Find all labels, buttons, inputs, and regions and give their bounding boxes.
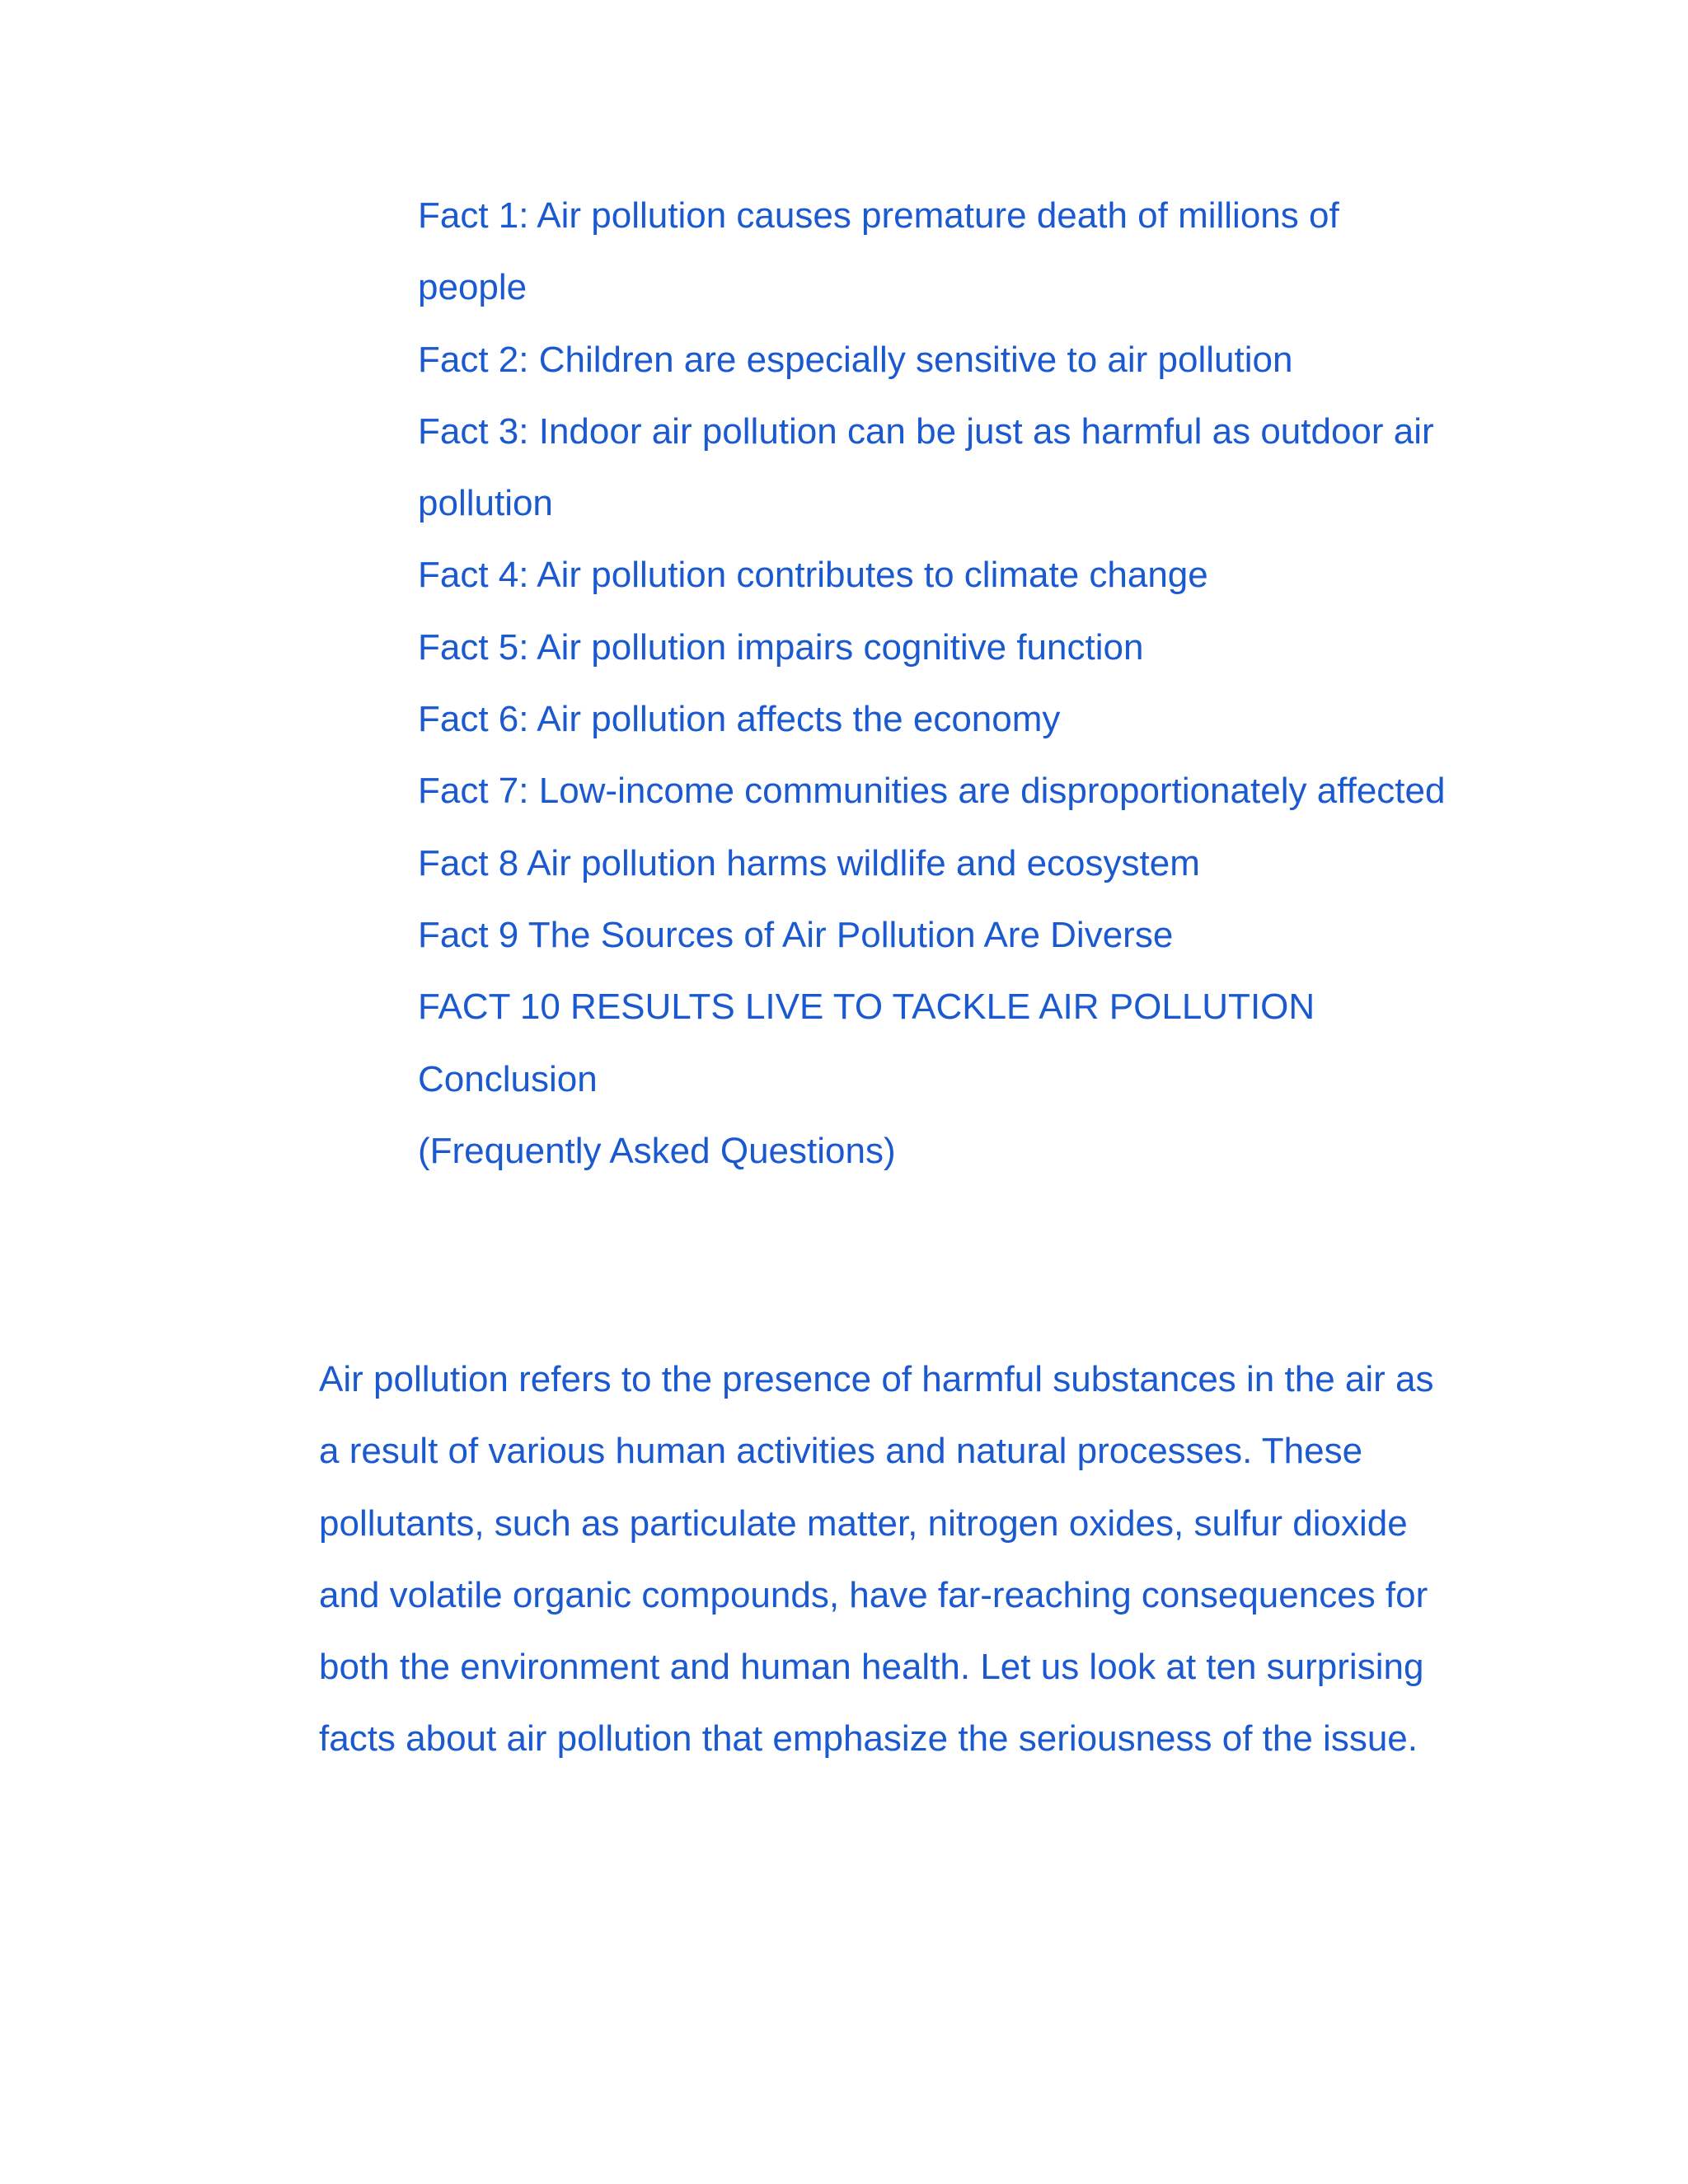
toc-item-fact-6[interactable] — [418, 683, 1489, 755]
toc-link-fact-4[interactable]: Fact 4: Air pollution contributes to climate change — [418, 555, 1208, 596]
toc-link-fact-3[interactable]: Fact 3: Indoor air pollution can be just as harmful as outdoor air pollution — [418, 410, 1434, 524]
toc-link-fact-1[interactable]: Fact 1: Air pollution causes premature death of millions of people — [418, 195, 1339, 308]
toc-item-fact-7[interactable] — [418, 755, 1489, 827]
toc-link-fact-2[interactable]: Fact 2: Children are especially sensitive to air pollution — [418, 339, 1293, 380]
toc-link-fact-7[interactable]: Fact 7: Low-income communities are disproportionately affected — [418, 771, 1446, 812]
intro-line: Air pollution refers to the presence of harmful substances in the air as — [319, 1359, 1434, 1399]
toc-item-fact-4[interactable] — [418, 539, 1489, 611]
toc-item-fact-1[interactable] — [418, 180, 1489, 324]
toc-link-fact-9[interactable]: Fact 9 The Sources of Air Pollution Are Diverse — [418, 914, 1174, 955]
toc-item-fact-2[interactable] — [418, 324, 1489, 396]
intro-paragraph — [319, 1343, 1473, 1775]
toc-item-fact-5[interactable] — [418, 612, 1489, 683]
toc-link-fact-5[interactable]: Fact 5: Air pollution impairs cognitive function — [418, 626, 1144, 668]
intro-line: both the environment and human health. Let us look at ten surprising — [319, 1647, 1424, 1688]
toc-link-fact-10[interactable]: FACT 10 RESULTS LIVE TO TACKLE AIR POLLUTION — [418, 987, 1315, 1028]
toc-link-faq[interactable]: (Frequently Asked Questions) — [418, 1130, 896, 1171]
intro-line: a result of various human activities and natural processes. These — [319, 1431, 1363, 1472]
toc-item-fact-10[interactable] — [418, 971, 1489, 1043]
toc-item-fact-8[interactable] — [418, 827, 1489, 899]
intro-line: facts about air pollution that emphasize the seriousness of the issue. — [319, 1718, 1418, 1760]
intro-line: pollutants, such as particulate matter, nitrogen oxides, sulfur dioxide — [319, 1502, 1408, 1544]
toc-item-conclusion[interactable] — [418, 1043, 1489, 1115]
toc-item-faq[interactable] — [418, 1115, 1489, 1187]
intro-line: and volatile organic compounds, have far-reaching consequences for — [319, 1574, 1428, 1615]
toc-link-conclusion[interactable]: Conclusion — [418, 1058, 598, 1099]
toc-link-fact-6[interactable]: Fact 6: Air pollution affects the economy — [418, 699, 1061, 740]
toc-item-fact-9[interactable] — [418, 899, 1489, 971]
table-of-contents — [418, 180, 1489, 1187]
toc-link-fact-8[interactable]: Fact 8 Air pollution harms wildlife and ecosystem — [418, 842, 1200, 883]
toc-item-fact-3[interactable] — [418, 396, 1489, 540]
